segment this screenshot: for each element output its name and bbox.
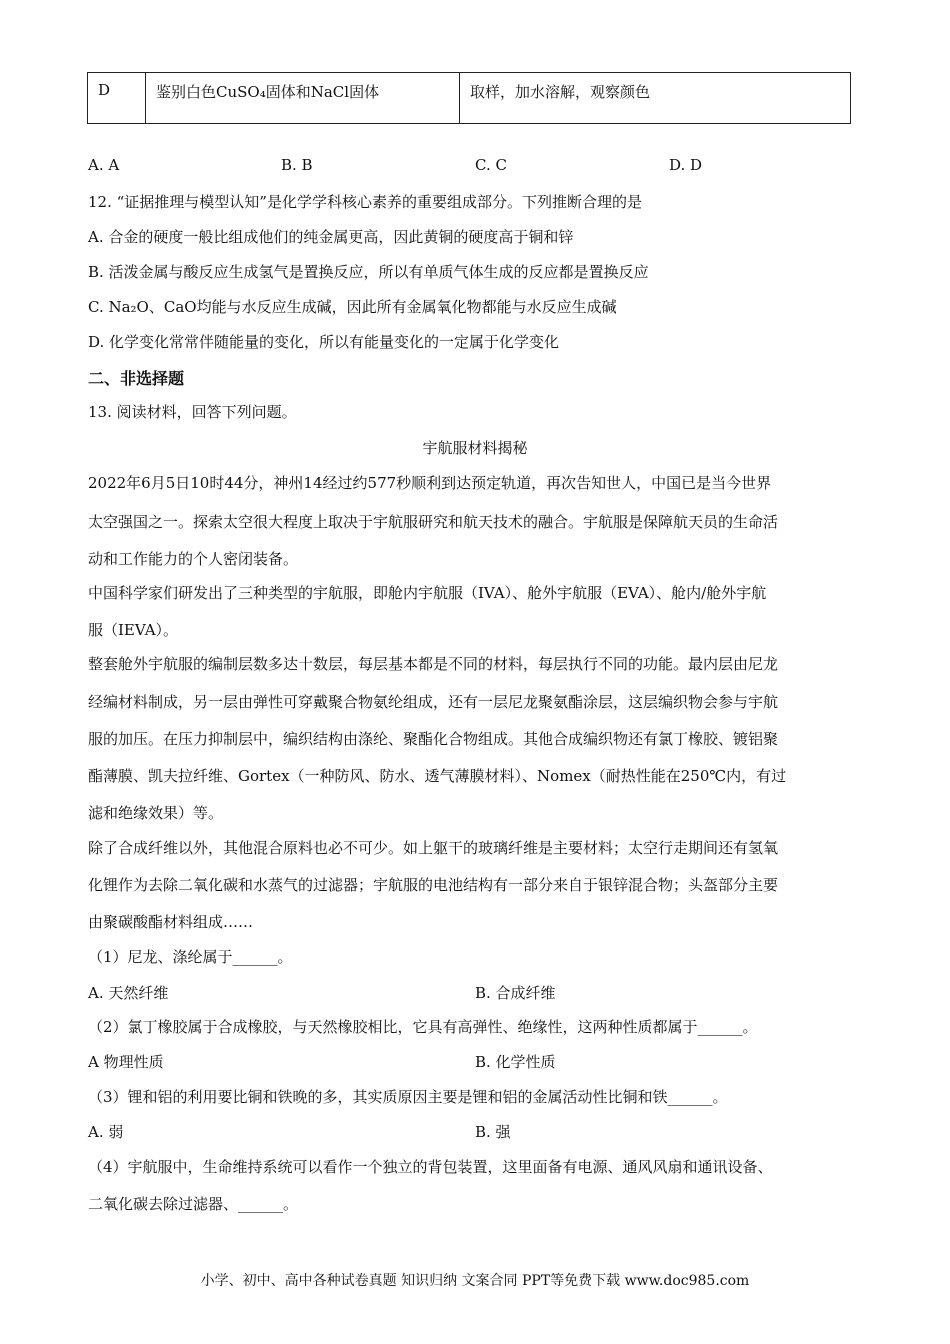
q13-sub3-option-b: B. 强 xyxy=(475,1123,511,1141)
article-line: 2022年6月5日10时44分，神州14经过约577秒顺利到达预定轨道，再次告知世人，中国已是当今世界 xyxy=(88,474,772,492)
q13-sub4-line2: 二氧化碳去除过滤器、______。 xyxy=(88,1195,299,1213)
page-footer: 小学、初中、高中各种试卷真题 知识归纳 文案合同 PPT等免费下载 www.doc985.com xyxy=(200,1273,750,1289)
article-line: 整套舱外宇航服的编制层数多达十数层，每层基本都是不同的材料，每层执行不同的功能。最内层由尼龙 xyxy=(88,655,779,673)
article-line: 酯薄膜、凯夫拉纤维、Gortex（一种防风、防水、透气薄膜材料）、Nomex（耐热性能在250℃内，有过 xyxy=(88,767,787,785)
q12-option-c: C. Na₂O、CaO均能与水反应生成碱，因此所有金属氧化物都能与水反应生成碱 xyxy=(88,298,617,316)
article-line: 经编材料制成，另一层由弹性可穿戴聚合物氨纶组成，还有一层尼龙聚氨酯涂层，这层编织物会参与宇航 xyxy=(88,693,779,711)
q11-option-b: B. B xyxy=(281,156,313,174)
q13-sub4-line1: （4）宇航服中，生命维持系统可以看作一个独立的背包装置，这里面备有电源、通风风扇和通讯设备、 xyxy=(88,1158,773,1176)
q13-sub2-option-a: A 物理性质 xyxy=(88,1053,164,1071)
q12-option-d: D. 化学变化常常伴随能量的变化，所以有能量变化的一定属于化学变化 xyxy=(88,333,560,351)
q13-sub3: （3）锂和铝的利用要比铜和铁晚的多，其实质原因主要是锂和铝的金属活动性比铜和铁______。 xyxy=(88,1088,728,1106)
article-line: 服的加压。在压力抑制层中，编织结构由涤纶、聚酯化合物组成。其他合成编织物还有氯丁橡胶、镀铝聚 xyxy=(88,730,779,748)
article-line: 动和工作能力的个人密闭装备。 xyxy=(88,550,299,568)
article-line: 服（IEVA）。 xyxy=(88,621,179,639)
q12-stem: 12. “证据推理与模型认知”是化学学科核心素养的重要组成部分。下列推断合理的是 xyxy=(88,193,642,211)
table-cell-method: 取样，加水溶解，观察颜色 xyxy=(460,73,851,124)
section-heading: 二、非选择题 xyxy=(88,369,185,388)
article-title: 宇航服材料揭秘 xyxy=(422,439,528,457)
q12-option-a: A. 合金的硬度一般比组成他们的纯金属更高，因此黄铜的硬度高于铜和锌 xyxy=(88,228,574,246)
q12-option-b: B. 活泼金属与酸反应生成氢气是置换反应，所以有单质气体生成的反应都是置换反应 xyxy=(88,263,649,281)
q13-sub1-option-b: B. 合成纤维 xyxy=(475,984,556,1002)
options-table xyxy=(87,72,851,124)
q13-sub1: （1）尼龙、涤纶属于______。 xyxy=(88,948,293,966)
table-row xyxy=(88,73,851,124)
q11-option-c: C. C xyxy=(475,156,507,174)
article-line: 太空强国之一。探索太空很大程度上取决于宇航服研究和航天技术的融合。宇航服是保障航天员的生命活 xyxy=(88,513,779,531)
q13-stem: 13. 阅读材料，回答下列问题。 xyxy=(88,403,297,421)
q13-sub2: （2）氯丁橡胶属于合成橡胶，与天然橡胶相比，它具有高弹性、绝缘性，这两种性质都属于______。 xyxy=(88,1018,758,1036)
table-cell-purpose: 鉴别白色CuSO₄固体和NaCl固体 xyxy=(146,73,460,124)
q13-sub2-option-b: B. 化学性质 xyxy=(475,1053,556,1071)
article-line: 除了合成纤维以外，其他混合原料也必不可少。如上躯干的玻璃纤维是主要材料；太空行走期间还有氢氧 xyxy=(88,839,779,857)
article-line: 滤和绝缘效果）等。 xyxy=(88,804,224,822)
q13-sub3-option-a: A. 弱 xyxy=(88,1123,124,1141)
article-line: 中国科学家们研发出了三种类型的宇航服，即舱内宇航服（IVA）、舱外宇航服（EVA）、舱内/舱外宇航 xyxy=(88,584,767,602)
table-cell-label: D xyxy=(88,73,146,124)
q11-option-d: D. D xyxy=(669,156,703,174)
q13-sub1-option-a: A. 天然纤维 xyxy=(88,984,169,1002)
article-line: 由聚碳酸酯材料组成…… xyxy=(88,913,254,931)
article-line: 化锂作为去除二氧化碳和水蒸气的过滤器；宇航服的电池结构有一部分来自于银锌混合物；头盔部分主要 xyxy=(88,876,779,894)
q11-option-a: A. A xyxy=(88,156,120,174)
